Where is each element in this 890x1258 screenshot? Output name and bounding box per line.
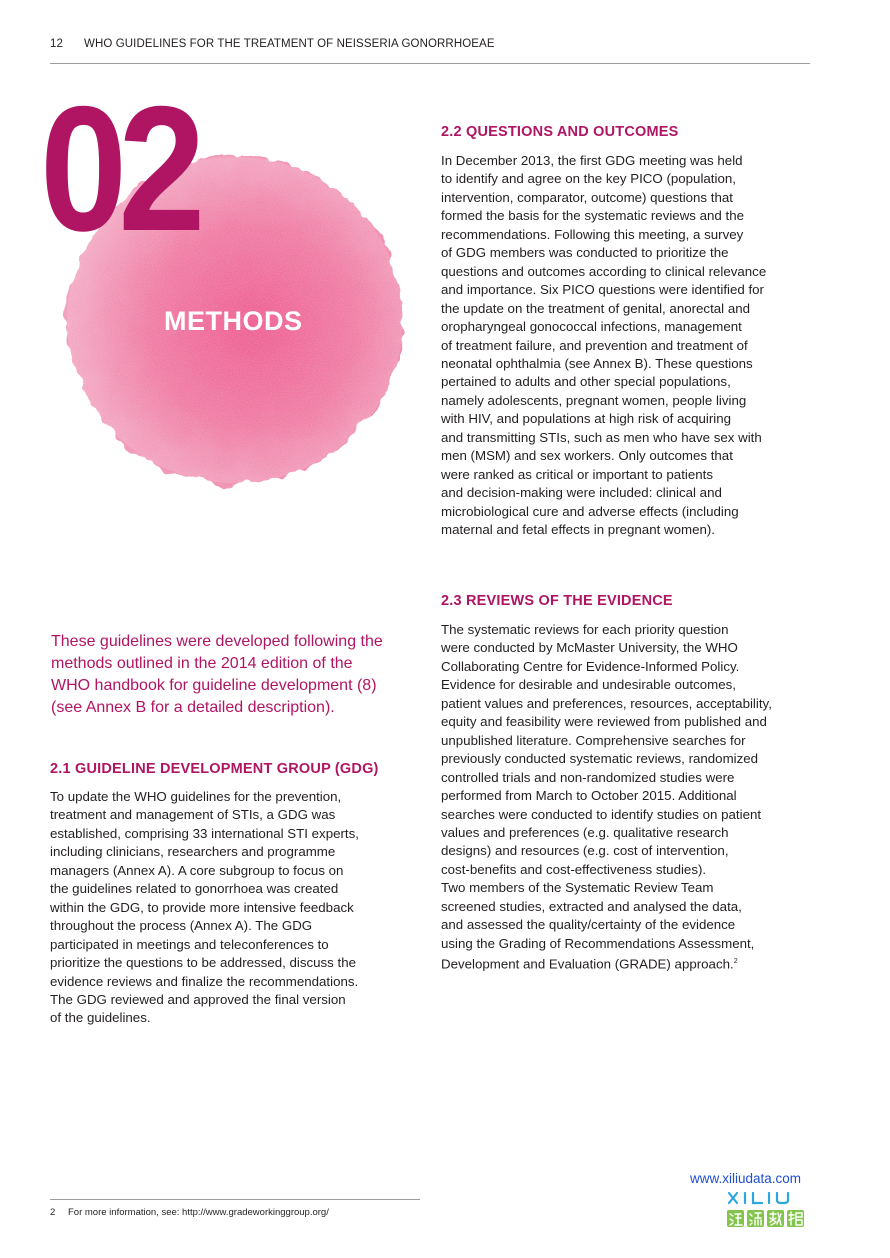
body-line: including clinicians, researchers and programme	[50, 844, 336, 860]
body-line: using the Grading of Recommendations Assessment,	[441, 935, 755, 951]
footnote	[50, 1207, 329, 1218]
body-line: and importance. Six PICO questions were identified for	[441, 282, 764, 298]
footnote-divider	[50, 1199, 420, 1200]
section-2-2-heading: 2.2 QUESTIONS AND OUTCOMES	[441, 124, 679, 140]
body-line: and decision-making were included: clinical and	[441, 485, 722, 501]
xiliu-logo	[725, 1190, 809, 1230]
body-line: The GDG reviewed and approved the final version	[50, 991, 346, 1007]
section-2-3-body	[441, 621, 772, 974]
running-header	[50, 38, 810, 56]
body-line: equity and feasibility were reviewed from published and	[441, 714, 767, 730]
body-line: In December 2013, the first GDG meeting was held	[441, 153, 743, 168]
chapter-number: 02	[40, 69, 197, 268]
body-line: prioritize the questions to be addressed, discuss the	[50, 955, 357, 971]
body-line: oropharyngeal gonococcal infections, management	[441, 319, 742, 335]
body-line: and assessed the quality/certainty of the evidence	[441, 917, 736, 933]
body-line: screened studies, extracted and analysed the data,	[441, 898, 742, 914]
body-line: participated in meetings and teleconferences to	[50, 936, 329, 952]
body-line: performed from March to October 2015. Additional	[441, 788, 737, 804]
intro-line: WHO handbook for guideline development (8)	[51, 677, 377, 694]
section-2-2-body	[441, 152, 766, 540]
body-line: of GDG members was conducted to prioritize the	[441, 245, 729, 261]
body-line: were ranked as critical or important to patients	[441, 466, 713, 482]
body-line: established, comprising 33 international STI experts,	[50, 825, 359, 841]
footnote-reference[interactable]: 2	[733, 958, 738, 966]
body-line: were conducted by McMaster University, the WHO	[441, 640, 738, 656]
watermark-url-link[interactable]: www.xiliudata.com	[690, 1171, 802, 1186]
section-2-1-body	[50, 788, 359, 1028]
body-line: namely adolescents, pregnant women, people living	[441, 392, 747, 408]
body-line: unpublished literature. Comprehensive searches for	[441, 732, 746, 748]
header-divider	[50, 63, 810, 64]
body-line: microbiological cure and adverse effects (including	[441, 503, 739, 519]
body-line: evidence reviews and finalize the recommendations.	[50, 973, 359, 989]
running-title: WHO GUIDELINES FOR THE TREATMENT OF NEISSERIA GONORRHOEAE	[84, 38, 495, 50]
footnote-text: For more information, see: http://www.gradeworkinggroup.org/	[68, 1207, 329, 1218]
body-line-text: Development and Evaluation (GRADE) approach.	[441, 956, 734, 972]
body-line: searches were conducted to identify studies on patient	[441, 806, 762, 822]
body-line: Collaborating Centre for Evidence-Informed Policy.	[441, 658, 740, 674]
body-line: formed the basis for the systematic reviews and the	[441, 208, 745, 224]
body-line	[441, 953, 772, 974]
body-line: recommendations. Following this meeting, a survey	[441, 226, 744, 242]
section-2-1-heading: 2.1 GUIDELINE DEVELOPMENT GROUP (GDG)	[50, 761, 379, 777]
body-line: controlled trials and non-randomized studies were	[441, 769, 735, 785]
body-line: managers (Annex A). A core subgroup to focus on	[50, 862, 344, 878]
body-line: men (MSM) and sex workers. Only outcomes that	[441, 448, 733, 464]
body-line: patient values and preferences, resources, acceptability,	[441, 695, 772, 711]
body-line: of the guidelines.	[50, 1010, 151, 1026]
body-line: to identify and agree on the key PICO (population,	[441, 171, 736, 187]
body-line: cost-benefits and cost-effectiveness studies).	[441, 861, 707, 877]
body-line: and transmitting STIs, such as men who have sex with	[441, 429, 762, 445]
body-line: the guidelines related to gonorrhoea was created	[50, 881, 339, 897]
body-line: Two members of the Systematic Review Team	[441, 880, 714, 896]
intro-line: methods outlined in the 2014 edition of the	[51, 655, 353, 672]
page-number: 12	[50, 38, 63, 50]
body-line: designs) and resources (e.g. cost of intervention,	[441, 843, 729, 859]
body-line: of treatment failure, and prevention and treatment of	[441, 337, 748, 353]
intro-line: (see Annex B for a detailed description).	[51, 699, 335, 716]
body-line: throughout the process (Annex A). The GDG	[50, 918, 313, 934]
chapter-title: METHODS	[164, 306, 303, 336]
body-line: The systematic reviews for each priority question	[441, 622, 729, 637]
body-line: the update on the treatment of genital, anorectal and	[441, 300, 751, 316]
body-line: pertained to adults and other special populations,	[441, 374, 731, 390]
body-line: previously conducted systematic reviews, randomized	[441, 751, 759, 767]
body-line: maternal and fetal effects in pregnant women).	[441, 522, 715, 538]
body-line: treatment and management of STIs, a GDG was	[50, 807, 336, 823]
body-line: intervention, comparator, outcome) questions that	[441, 189, 733, 205]
intro-line: These guidelines were developed following the	[51, 633, 383, 650]
body-line: with HIV, and populations at high risk of acquiring	[441, 411, 731, 427]
section-2-3-heading: 2.3 REVIEWS OF THE EVIDENCE	[441, 593, 673, 609]
body-line: To update the WHO guidelines for the prevention,	[50, 789, 342, 804]
body-line: questions and outcomes according to clinical relevance	[441, 263, 767, 279]
body-line: neonatal ophthalmia (see Annex B). These questions	[441, 355, 753, 371]
body-line: within the GDG, to provide more intensive feedback	[50, 899, 354, 915]
body-line: values and preferences (e.g. qualitative research	[441, 824, 729, 840]
intro-paragraph	[51, 631, 406, 719]
footnote-mark: 2	[50, 1207, 56, 1218]
body-line: Evidence for desirable and undesirable outcomes,	[441, 677, 736, 693]
